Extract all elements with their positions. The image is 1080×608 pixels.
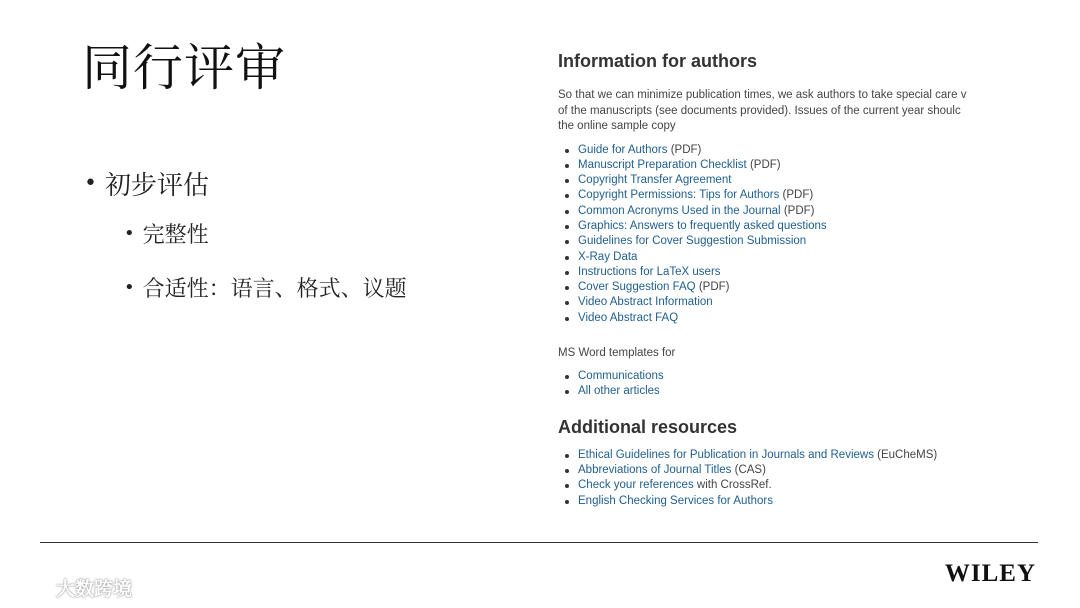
link[interactable]: Video Abstract FAQ: [578, 311, 679, 324]
link-suffix: (PDF): [779, 189, 814, 202]
additional-resources-heading: Additional resources: [558, 416, 738, 437]
link-list-item: [578, 463, 976, 478]
link-suffix: with CrossRef.: [693, 479, 772, 492]
link-list-item: [578, 478, 976, 493]
link-list-item: [578, 173, 976, 188]
bullet-level1: [84, 165, 407, 201]
link-list-item: [578, 250, 976, 265]
link[interactable]: Common Acronyms Used in the Journal: [578, 204, 781, 217]
link-list-item: [578, 369, 976, 384]
link[interactable]: Communications: [578, 370, 664, 383]
link[interactable]: Abbreviations of Journal Titles: [578, 463, 732, 476]
link[interactable]: Guidelines for Cover Suggestion Submission: [578, 235, 807, 248]
link[interactable]: Check your references: [578, 479, 694, 492]
bullet-text: 初步评估: [104, 170, 209, 201]
footer-divider: [40, 542, 1038, 543]
bullet-dot: •: [124, 222, 135, 244]
bullet-text: 合适性：语言、格式、议题: [142, 276, 407, 302]
link[interactable]: Manuscript Preparation Checklist: [578, 158, 747, 171]
link[interactable]: Instructions for LaTeX users: [578, 265, 721, 278]
link[interactable]: Copyright Transfer Agreement: [578, 174, 732, 187]
link-list-item: [578, 219, 976, 234]
link-list-item: [578, 188, 976, 203]
paragraph-line: of the manuscripts (see documents provided). Issues of the current year shoulc: [558, 104, 961, 117]
link-suffix: (PDF): [780, 204, 815, 217]
link-suffix: (PDF): [746, 158, 781, 171]
link[interactable]: Cover Suggestion FAQ: [578, 281, 696, 294]
link-suffix: (CAS): [731, 463, 766, 476]
watermark: [8, 574, 132, 601]
bullet-level2: [124, 217, 407, 249]
bullet-text: 完整性: [142, 222, 209, 248]
resources-list: [558, 448, 976, 509]
link-list-item: [578, 280, 976, 295]
link-list-item: [578, 265, 976, 280]
link-suffix: (PDF): [695, 281, 730, 294]
slide-title: 同行评审: [82, 39, 286, 97]
info-authors-heading: Information for authors: [558, 51, 757, 71]
link-list-item: [578, 234, 976, 249]
link[interactable]: Guide for Authors: [578, 143, 668, 156]
paragraph-line: the online sample copy: [558, 120, 676, 132]
link[interactable]: Graphics: Answers to frequently asked questions: [578, 219, 827, 232]
link[interactable]: Ethical Guidelines for Publication in Journals and Reviews: [578, 448, 874, 461]
bullet-list: [84, 165, 407, 325]
intro-paragraph: [558, 88, 976, 135]
paragraph-line: So that we can minimize publication times, we ask authors to take special care v: [558, 89, 967, 101]
link-list-item: [578, 448, 976, 463]
link-list-item: [578, 204, 976, 219]
link-list-item: [578, 384, 976, 399]
link-list-item: [578, 143, 976, 158]
bullet-level2: [124, 271, 407, 303]
link-suffix: (EuCheMS): [873, 448, 938, 461]
author-links-list: [558, 143, 976, 327]
link[interactable]: English Checking Services for Authors: [578, 494, 773, 507]
watermark-text: 大数跨境: [56, 578, 133, 600]
link-list-item: [578, 311, 976, 326]
link-list-item: [578, 494, 976, 509]
templates-label: MS Word templates for: [558, 347, 676, 360]
link[interactable]: Video Abstract Information: [578, 296, 713, 309]
link[interactable]: X-Ray Data: [578, 250, 638, 263]
webpage-screenshot: [558, 48, 976, 509]
templates-list: [558, 369, 976, 400]
bullet-dot: •: [124, 276, 135, 298]
bullet-dot: •: [84, 170, 97, 196]
wiley-logo: WILEY: [944, 560, 1036, 587]
link[interactable]: All other articles: [578, 385, 660, 398]
watermark-logo-icon: [8, 577, 52, 599]
link-list-item: [578, 158, 976, 173]
link[interactable]: Copyright Permissions: Tips for Authors: [578, 189, 780, 202]
link-suffix: (PDF): [667, 143, 702, 156]
link-list-item: [578, 295, 976, 310]
